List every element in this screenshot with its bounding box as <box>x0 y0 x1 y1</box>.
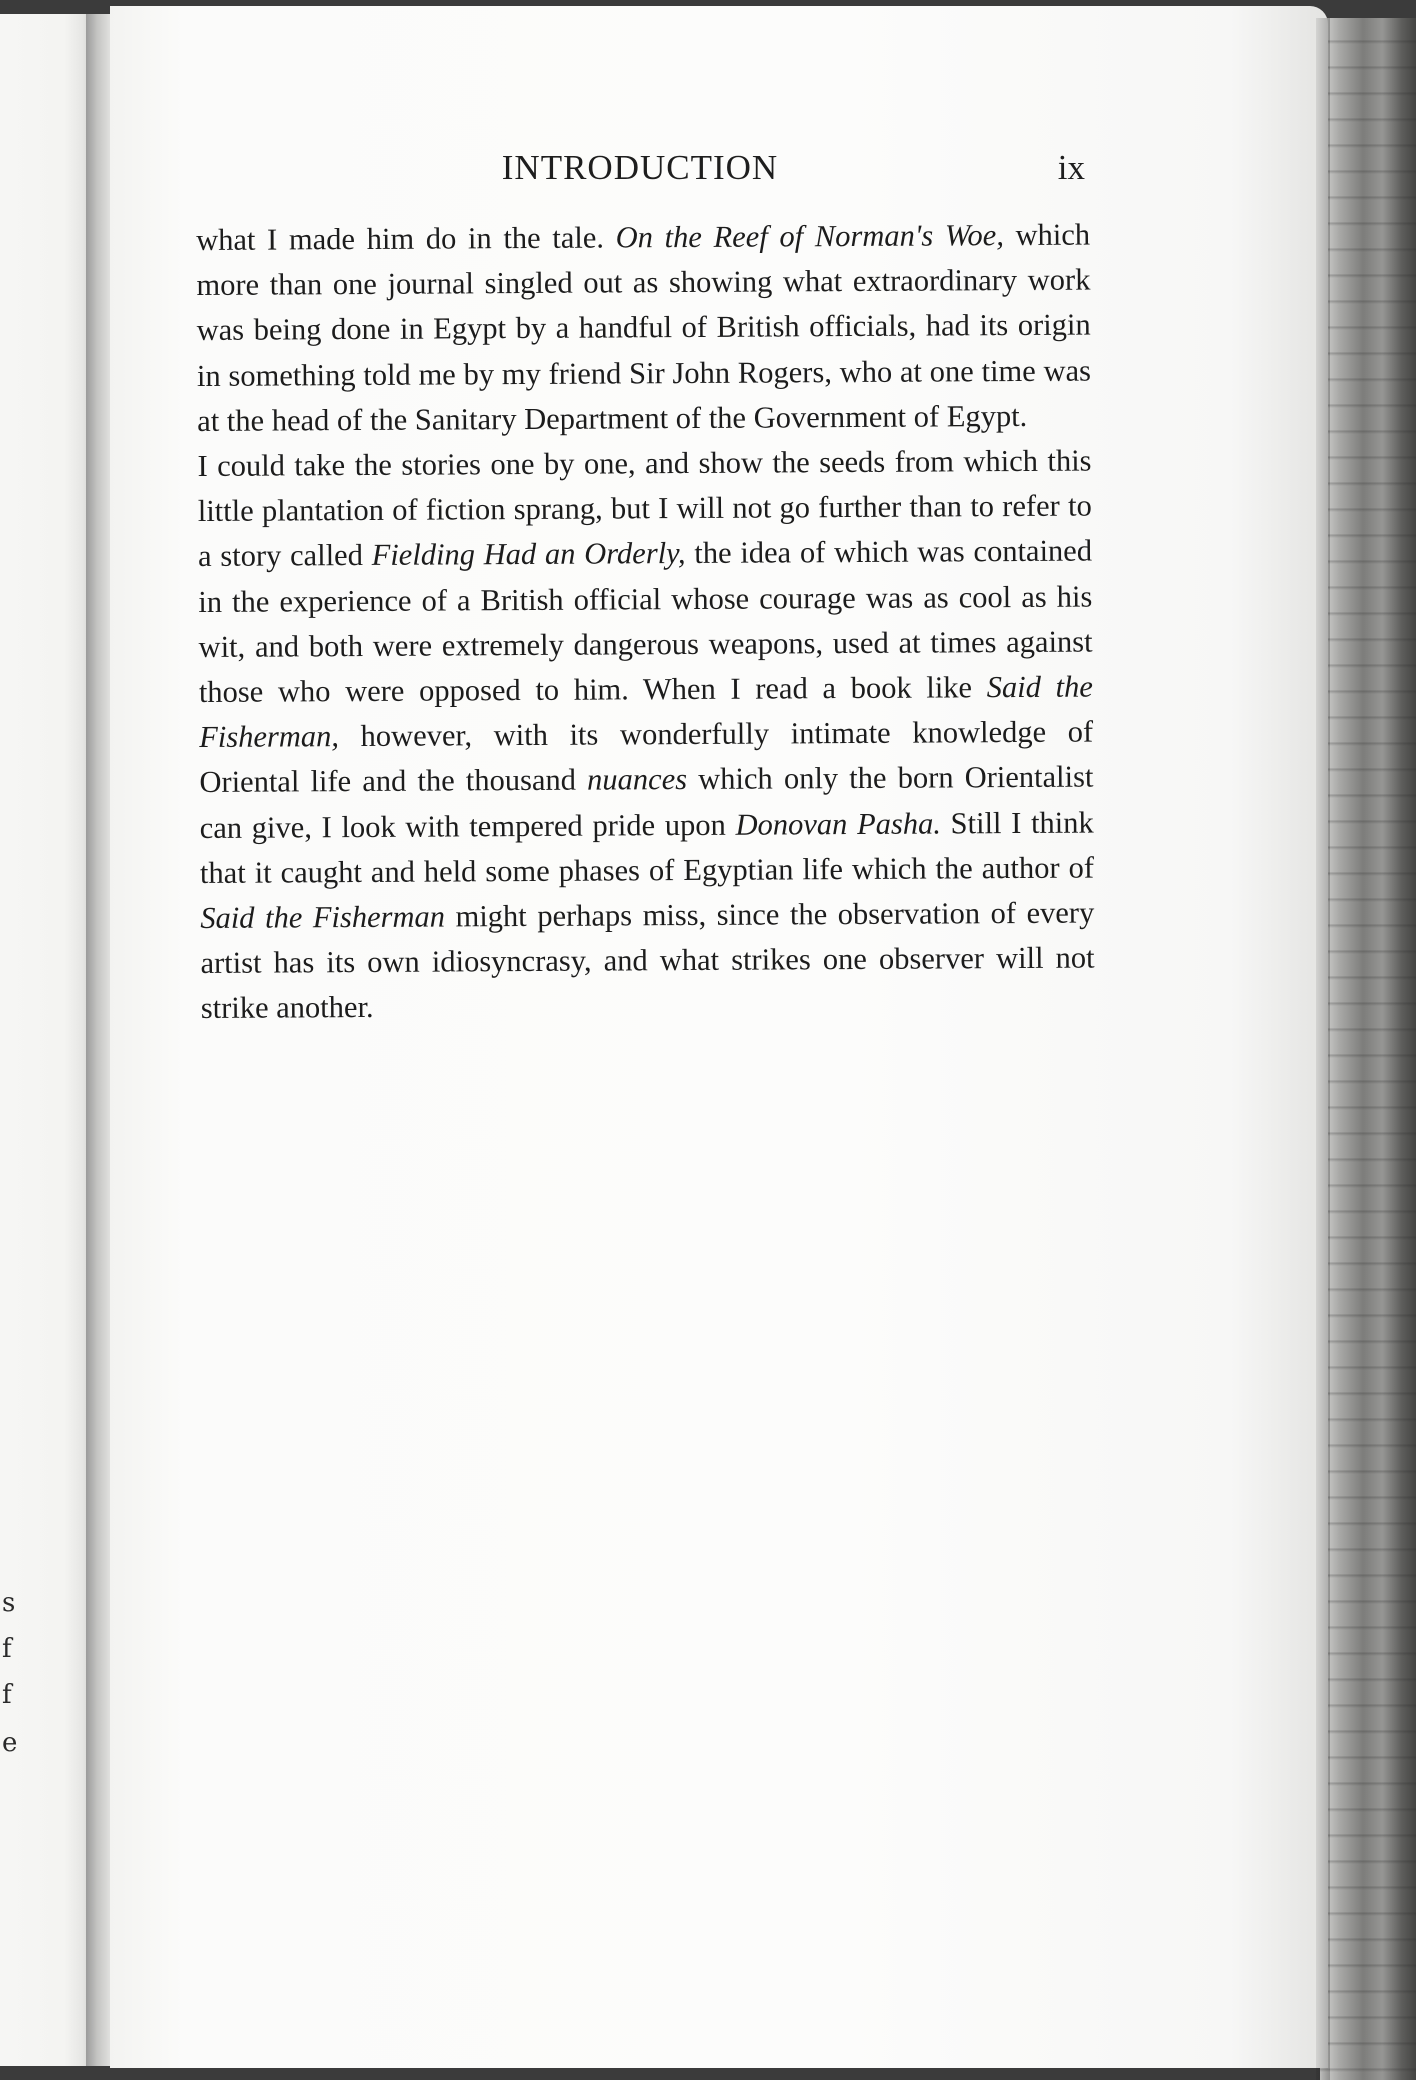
left-page-fragment: f <box>2 1680 12 1710</box>
left-page-fragment: f <box>2 1634 12 1664</box>
left-page-fragment: s <box>2 1588 16 1618</box>
paragraph-text: I could take the stories one by one, and show the seeds from which this little plantation of fiction sprang, but I will not go further than to refer to a story called <box>197 443 1092 574</box>
paragraph-text: however, with its wonderfully intimate knowledge of Oriental life and the thousand <box>199 714 1094 800</box>
page-number: ix <box>1057 148 1085 187</box>
italic-title-text: nuances <box>587 762 688 798</box>
running-head-title: INTRODUCTION <box>501 148 779 187</box>
italic-title-text: Said the Fisherman, <box>199 669 1093 755</box>
italic-title-text: Said the Fisherman <box>200 899 446 936</box>
italic-title-text: Fielding Had an Orderly, <box>371 536 686 573</box>
body-text <box>196 213 1095 1032</box>
paragraph-text: Still I think that it caught and held some phases of Egyptian life which the author of <box>199 805 1095 890</box>
page-edge-shadow <box>1316 18 1330 2080</box>
paragraph-text: what I made him do in the tale. <box>196 220 616 257</box>
page-stack-edge <box>1320 18 1416 2080</box>
paragraph-text: the idea of which was contained in the experience of a British official whose courage was as cool as his wit, and both were extremely dangerous weapons, used at times against those who were opposed to him. When I read a book like <box>198 533 1093 710</box>
paragraph <box>197 439 1095 1032</box>
paragraph-text: which only the born Orientalist can give, I look with tempered pride upon <box>199 759 1094 845</box>
paragraph <box>196 213 1091 444</box>
running-head <box>195 148 1085 198</box>
left-facing-page <box>0 14 92 2066</box>
left-page-fragment: e <box>2 1728 18 1758</box>
paragraph-text: which more than one journal singled out as showing what extraordinary work was being done in Egypt by a handful of British officials, had its origin in something told me by my friend Sir John Rogers, who at one time was at the head of the Sanitary Department of the Government of Egypt. <box>196 217 1092 438</box>
italic-title-text: On the Reef of Norman's Woe, <box>615 218 1005 255</box>
paragraph-text: might perhaps miss, since the observation of every artist has its own idiosyncrasy, and what strikes one observer will not strike another. <box>200 895 1095 1026</box>
italic-title-text: Donovan Pasha. <box>735 806 942 842</box>
